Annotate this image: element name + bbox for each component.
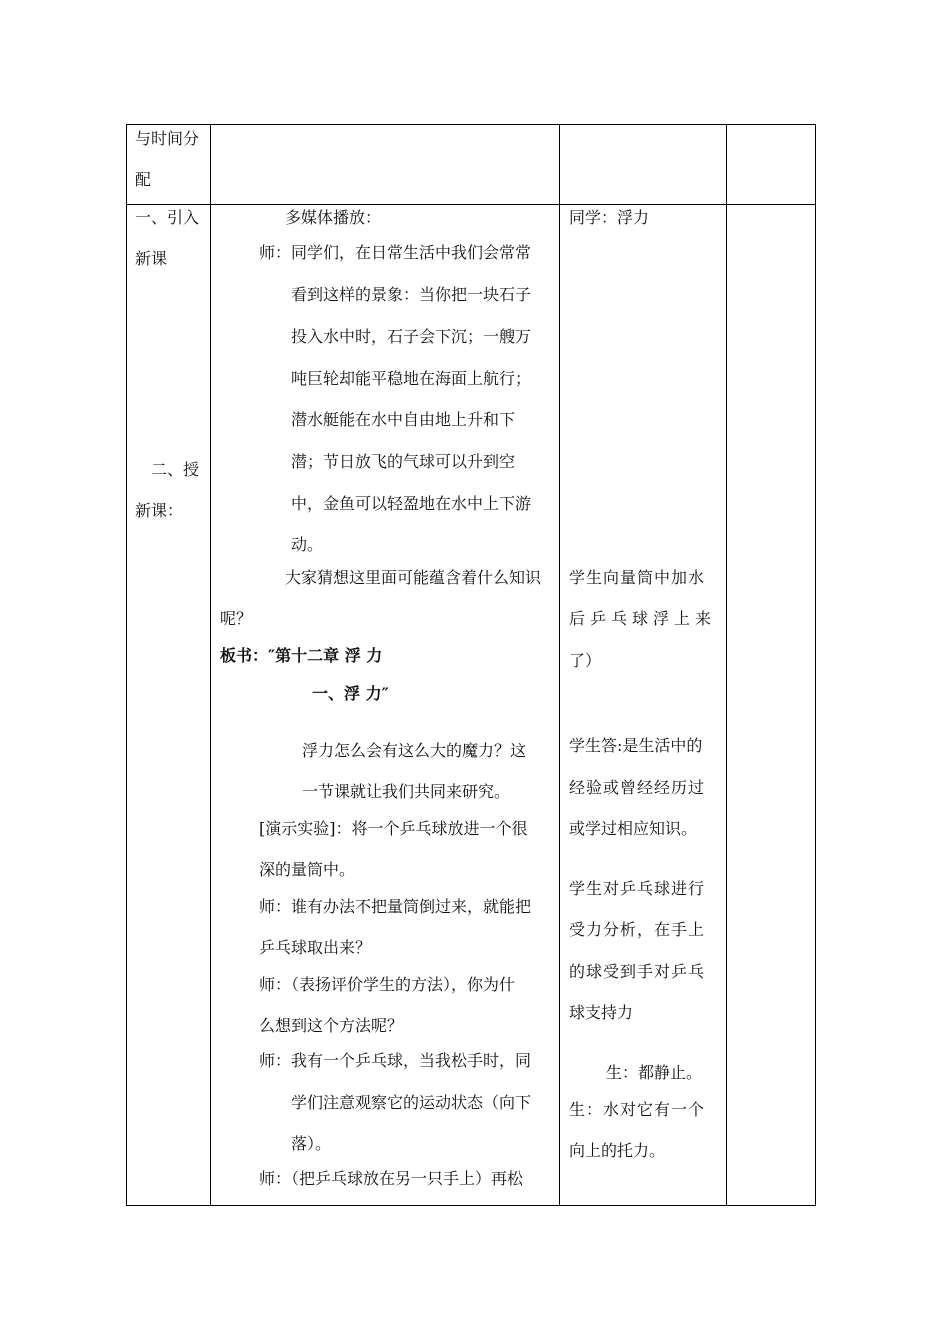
teacher-text-line: 师：同学们，在日常生活中我们会常常 bbox=[259, 243, 532, 262]
blackboard-title-line1: 板书：″第十二章 浮 力 bbox=[220, 646, 383, 665]
teacher-text-line: 呢？ bbox=[220, 609, 253, 628]
blackboard-title-line2: 一、浮 力″ bbox=[312, 684, 389, 703]
teacher-text-line: 吨巨轮却能平稳地在海面上航行； bbox=[291, 369, 532, 388]
teacher-text-line: 动。 bbox=[291, 535, 324, 554]
time-allocation-label-line2: 配 bbox=[135, 170, 152, 189]
teacher-text-line: 浮力怎么会有这么大的魔力？这 bbox=[302, 741, 527, 760]
table-row-divider bbox=[126, 204, 816, 205]
teacher-text-line: 潜；节日放飞的气球可以升到空 bbox=[291, 452, 516, 471]
table-col-divider-2 bbox=[559, 124, 560, 1206]
demo-experiment-line: [演示实验]：将一个乒乓球放进一个很 bbox=[259, 819, 528, 838]
table-border-bottom bbox=[126, 1205, 816, 1206]
section-intro-label-line1: 一、引入 bbox=[135, 208, 200, 227]
student-text-line: 生：都静止。 bbox=[606, 1063, 703, 1082]
section-intro-label-line2: 新课 bbox=[135, 249, 168, 268]
teacher-text-line: 大家猜想这里面可能蕴含着什么知识 bbox=[285, 568, 542, 587]
table-col-divider-3 bbox=[726, 124, 727, 1206]
teacher-text-line: 中，金鱼可以轻盈地在水中上下游 bbox=[291, 494, 532, 513]
student-text-line: 经验或曾经经历过 bbox=[569, 778, 706, 797]
table-border-top bbox=[126, 124, 816, 125]
teacher-text-line: 多媒体播放： bbox=[285, 208, 382, 227]
time-allocation-label-line1: 与时间分 bbox=[135, 129, 200, 148]
teacher-text-line: 师：（表扬评价学生的方法），你为什 bbox=[259, 975, 516, 994]
student-text-line: 生：水对它有一个 bbox=[569, 1100, 706, 1119]
student-text-line: 学生答:是生活中的 bbox=[569, 736, 703, 755]
teacher-text-line: 深的量筒中。 bbox=[259, 860, 356, 879]
table-border-right bbox=[815, 124, 816, 1206]
teacher-text-line: 师：（把乒乓球放在另一只手上）再松 bbox=[259, 1169, 524, 1188]
student-text-line: 同学：浮力 bbox=[569, 208, 650, 227]
student-text-line: 球支持力 bbox=[569, 1003, 634, 1022]
teacher-text-line: 师：谁有办法不把量筒倒过来，就能把 bbox=[259, 897, 532, 916]
teacher-text-line: 投入水中时，石子会下沉；一艘万 bbox=[291, 327, 532, 346]
section-teaching-label-line2: 新课： bbox=[135, 501, 184, 520]
student-text-line: 的球受到手对乒乓 bbox=[569, 962, 706, 981]
section-teaching-label-line1: 二、授 bbox=[151, 460, 200, 479]
teacher-text-line: 落）。 bbox=[291, 1134, 332, 1153]
student-text-line: 受力分析，在手上 bbox=[569, 920, 706, 939]
teacher-text-line: 一节课就让我们共同来研究。 bbox=[302, 782, 511, 801]
student-text-line: 学生向量筒中加水 bbox=[569, 568, 706, 587]
student-text-line: 学生对乒乓球进行 bbox=[569, 879, 706, 898]
student-text-line: 或学过相应知识。 bbox=[569, 819, 698, 838]
table-border-left bbox=[126, 124, 127, 1206]
teacher-text-line: 么想到这个方法呢？ bbox=[259, 1016, 404, 1035]
teacher-text-line: 潜水艇能在水中自由地上升和下 bbox=[291, 410, 516, 429]
teacher-text-line: 看到这样的景象：当你把一块石子 bbox=[291, 285, 532, 304]
teacher-text-line: 师：我有一个乒乓球，当我松手时，同 bbox=[259, 1051, 532, 1070]
student-text-line: 向上的托力。 bbox=[569, 1141, 666, 1160]
student-text-line: 后乒乓球浮上来 bbox=[569, 609, 717, 628]
teacher-text-line: 乒乓球取出来？ bbox=[259, 938, 372, 957]
student-text-line: 了） bbox=[569, 651, 602, 670]
teacher-text-line: 学们注意观察它的运动状态（向下 bbox=[291, 1093, 532, 1112]
table-col-divider-1 bbox=[210, 124, 211, 1206]
